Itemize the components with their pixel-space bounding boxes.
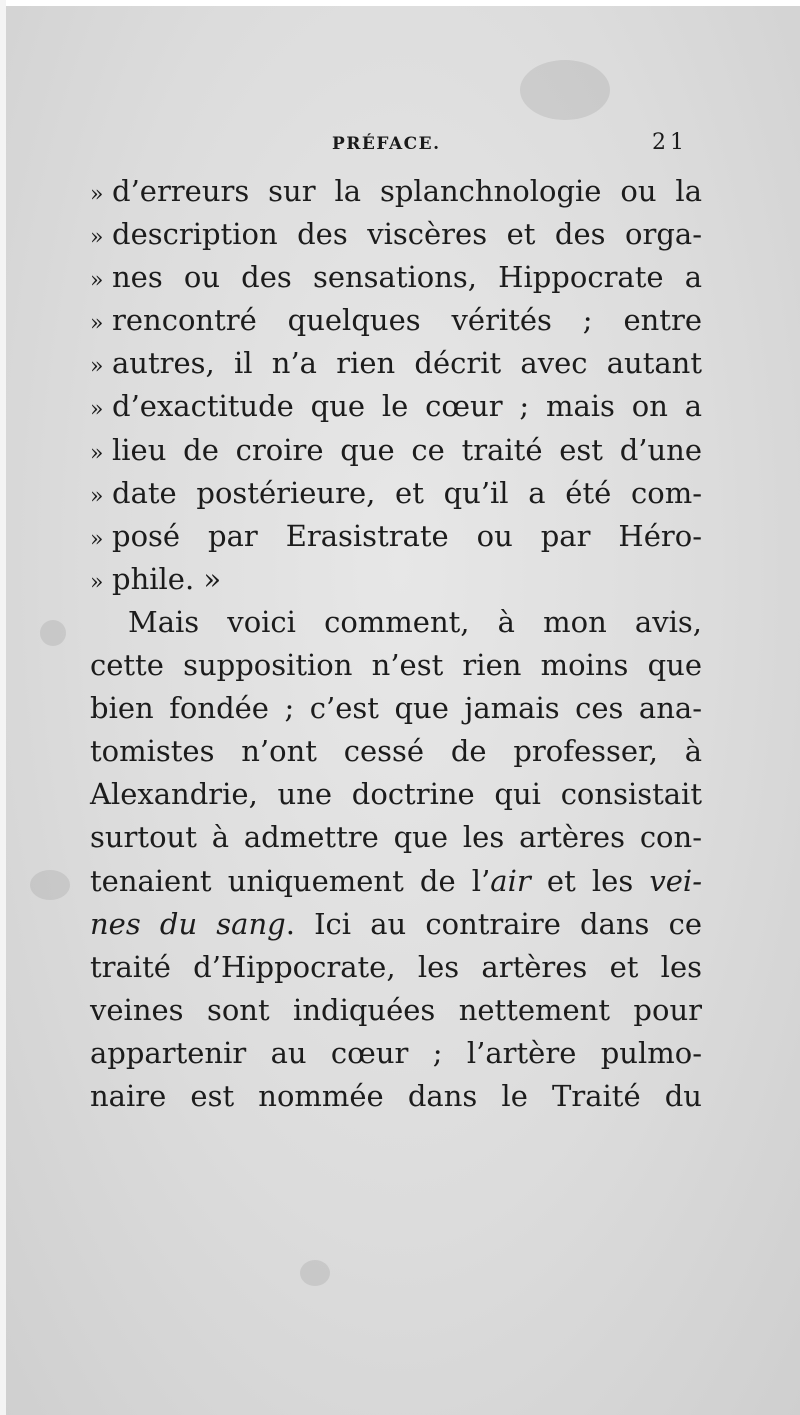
italic-text: air: [490, 863, 531, 898]
text-line: Mais voici comment, à mon avis,: [128, 604, 702, 639]
page-number: 21: [652, 130, 688, 155]
paper-stain: [520, 60, 610, 120]
quote-mark: »: [90, 268, 104, 294]
quote-mark: »: [90, 483, 104, 509]
quote-mark: »: [90, 311, 104, 337]
quote-mark: »: [90, 569, 104, 595]
text-line: appartenir au cœur ; l’artère pulmo-: [90, 1035, 702, 1070]
text-line: Alexandrie, une doctrine qui consistait: [90, 777, 702, 812]
page-edge-left: [0, 0, 6, 1415]
italic-text: vei-: [649, 863, 702, 898]
text-line: » d’exactitude que le cœur ; mais on a: [90, 385, 702, 428]
text-line: » phile. »: [90, 558, 702, 601]
text-line: » description des viscères et des orga-: [90, 213, 702, 256]
text-line: nes du sang. Ici au contraire dans ce: [90, 906, 703, 941]
text-line: » date postérieure, et qu’il a été com-: [90, 472, 702, 515]
text-line: » d’erreurs sur la splanchnologie ou la: [90, 170, 702, 213]
text-line: naire est nommée dans le Traité du: [90, 1078, 702, 1113]
text-line: cette supposition n’est rien moins que: [90, 648, 702, 683]
text-line: surtout à admettre que les artères con-: [90, 820, 702, 855]
text-line: » lieu de croire que ce traité est d’une: [90, 429, 702, 472]
page-header: [92, 130, 698, 164]
text-line: bien fondée ; c’est que jamais ces ana-: [90, 691, 702, 726]
paper-stain: [300, 1260, 330, 1286]
text-line: veines sont indiquées nettement pour: [90, 992, 702, 1027]
paper-stain: [30, 870, 70, 900]
text-line: » autres, il n’a rien décrit avec autant: [90, 342, 702, 385]
text-line: tenaient uniquement de l’air et les vei-: [90, 863, 702, 898]
text-line: » nes ou des sensations, Hippocrate a: [90, 256, 702, 299]
text-line: tomistes n’ont cessé de professer, à: [90, 734, 702, 769]
text-line: » rencontré quelques vérités ; entre: [90, 299, 702, 342]
running-head: PRÉFACE.: [332, 134, 441, 154]
quote-mark: »: [90, 354, 104, 380]
quote-mark: »: [90, 440, 104, 466]
quote-mark: »: [90, 182, 104, 207]
quote-mark: »: [90, 225, 104, 251]
text-line: » posé par Erasistrate ou par Héro-: [90, 515, 702, 558]
quote-mark: »: [90, 397, 104, 423]
quote-mark: »: [90, 526, 104, 552]
text-line: traité d’Hippocrate, les artères et les: [90, 949, 702, 984]
body-text: [90, 170, 702, 1118]
paper-stain: [40, 620, 66, 646]
italic-text: nes du sang: [90, 906, 286, 941]
page-edge-top: [0, 0, 800, 6]
